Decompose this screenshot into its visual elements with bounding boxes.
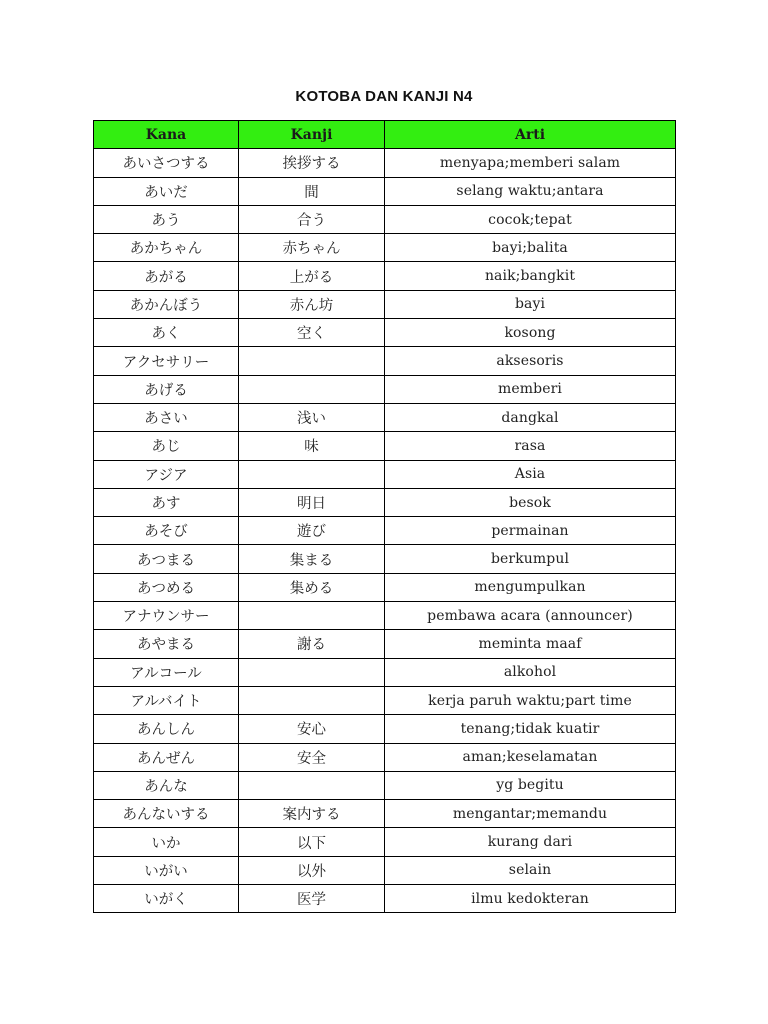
kana-cell: アルコール: [94, 658, 239, 686]
kanji-cell: [239, 375, 385, 403]
table-row: [94, 432, 676, 460]
arti-cell: meminta maaf: [385, 630, 676, 658]
table-body: [94, 149, 676, 913]
kana-cell: あす: [94, 488, 239, 516]
arti-cell: selang waktu;antara: [385, 177, 676, 205]
kanji-cell: [239, 686, 385, 714]
arti-cell: aksesoris: [385, 347, 676, 375]
kana-cell: あう: [94, 205, 239, 233]
arti-cell: dangkal: [385, 403, 676, 431]
kana-cell: あかちゃん: [94, 234, 239, 262]
kana-cell: あつめる: [94, 573, 239, 601]
arti-cell: mengumpulkan: [385, 573, 676, 601]
table-row: [94, 403, 676, 431]
kanji-cell: 安全: [239, 743, 385, 771]
kana-cell: アナウンサー: [94, 602, 239, 630]
table-header-row: [94, 121, 676, 149]
table-row: [94, 545, 676, 573]
kana-cell: あいさつする: [94, 149, 239, 177]
kana-cell: あがる: [94, 262, 239, 290]
kana-cell: アクセサリー: [94, 347, 239, 375]
table-row: [94, 205, 676, 233]
table-row: [94, 488, 676, 516]
table-row: [94, 347, 676, 375]
arti-cell: berkumpul: [385, 545, 676, 573]
kana-cell: あかんぼう: [94, 290, 239, 318]
kanji-cell: 合う: [239, 205, 385, 233]
kana-cell: あんしん: [94, 715, 239, 743]
kana-cell: あんぜん: [94, 743, 239, 771]
table-row: [94, 630, 676, 658]
kanji-cell: 空く: [239, 319, 385, 347]
vocabulary-table: [93, 120, 676, 913]
document-title: KOTOBA DAN KANJI N4: [295, 88, 473, 105]
table-row: [94, 290, 676, 318]
kanji-cell: 赤ちゃん: [239, 234, 385, 262]
kanji-cell: [239, 771, 385, 799]
arti-cell: alkohol: [385, 658, 676, 686]
kana-cell: あんないする: [94, 800, 239, 828]
table-row: [94, 686, 676, 714]
kana-cell: あつまる: [94, 545, 239, 573]
arti-cell: selain: [385, 856, 676, 884]
kanji-cell: 味: [239, 432, 385, 460]
arti-cell: besok: [385, 488, 676, 516]
table-row: [94, 602, 676, 630]
table-row: [94, 743, 676, 771]
kanji-cell: [239, 658, 385, 686]
column-header-kana: Kana: [94, 121, 239, 149]
kanji-cell: 赤ん坊: [239, 290, 385, 318]
kanji-cell: 集める: [239, 573, 385, 601]
table-row: [94, 771, 676, 799]
table-row: [94, 460, 676, 488]
kanji-cell: 明日: [239, 488, 385, 516]
arti-cell: bayi: [385, 290, 676, 318]
kana-cell: あそび: [94, 517, 239, 545]
table-row: [94, 856, 676, 884]
kanji-cell: 間: [239, 177, 385, 205]
arti-cell: tenang;tidak kuatir: [385, 715, 676, 743]
table-row: [94, 375, 676, 403]
kana-cell: あんな: [94, 771, 239, 799]
arti-cell: permainan: [385, 517, 676, 545]
kana-cell: あさい: [94, 403, 239, 431]
kanji-cell: 遊び: [239, 517, 385, 545]
table-row: [94, 800, 676, 828]
arti-cell: aman;keselamatan: [385, 743, 676, 771]
arti-cell: yg begitu: [385, 771, 676, 799]
kanji-cell: 挨拶する: [239, 149, 385, 177]
table-row: [94, 573, 676, 601]
kana-cell: あじ: [94, 432, 239, 460]
kanji-cell: 謝る: [239, 630, 385, 658]
table-row: [94, 234, 676, 262]
arti-cell: ilmu kedokteran: [385, 885, 676, 913]
kana-cell: いがく: [94, 885, 239, 913]
kana-cell: あいだ: [94, 177, 239, 205]
kana-cell: いか: [94, 828, 239, 856]
kana-cell: あやまる: [94, 630, 239, 658]
arti-cell: kosong: [385, 319, 676, 347]
kanji-cell: 医学: [239, 885, 385, 913]
kanji-cell: 上がる: [239, 262, 385, 290]
kanji-cell: [239, 460, 385, 488]
kana-cell: あく: [94, 319, 239, 347]
kanji-cell: [239, 602, 385, 630]
kana-cell: いがい: [94, 856, 239, 884]
column-header-kanji: Kanji: [239, 121, 385, 149]
table-row: [94, 177, 676, 205]
arti-cell: menyapa;memberi salam: [385, 149, 676, 177]
arti-cell: kurang dari: [385, 828, 676, 856]
table-row: [94, 517, 676, 545]
arti-cell: naik;bangkit: [385, 262, 676, 290]
kana-cell: アジア: [94, 460, 239, 488]
kana-cell: アルバイト: [94, 686, 239, 714]
table-row: [94, 658, 676, 686]
arti-cell: rasa: [385, 432, 676, 460]
kanji-cell: 浅い: [239, 403, 385, 431]
kanji-cell: 集まる: [239, 545, 385, 573]
table-row: [94, 715, 676, 743]
arti-cell: kerja paruh waktu;part time: [385, 686, 676, 714]
arti-cell: Asia: [385, 460, 676, 488]
kanji-cell: 安心: [239, 715, 385, 743]
table-row: [94, 828, 676, 856]
arti-cell: pembawa acara (announcer): [385, 602, 676, 630]
arti-cell: memberi: [385, 375, 676, 403]
table-row: [94, 262, 676, 290]
arti-cell: mengantar;memandu: [385, 800, 676, 828]
column-header-arti: Arti: [385, 121, 676, 149]
kanji-cell: [239, 347, 385, 375]
kana-cell: あげる: [94, 375, 239, 403]
kanji-cell: 以外: [239, 856, 385, 884]
arti-cell: bayi;balita: [385, 234, 676, 262]
table-row: [94, 319, 676, 347]
kanji-cell: 案内する: [239, 800, 385, 828]
kanji-cell: 以下: [239, 828, 385, 856]
table-row: [94, 149, 676, 177]
arti-cell: cocok;tepat: [385, 205, 676, 233]
table-row: [94, 885, 676, 913]
